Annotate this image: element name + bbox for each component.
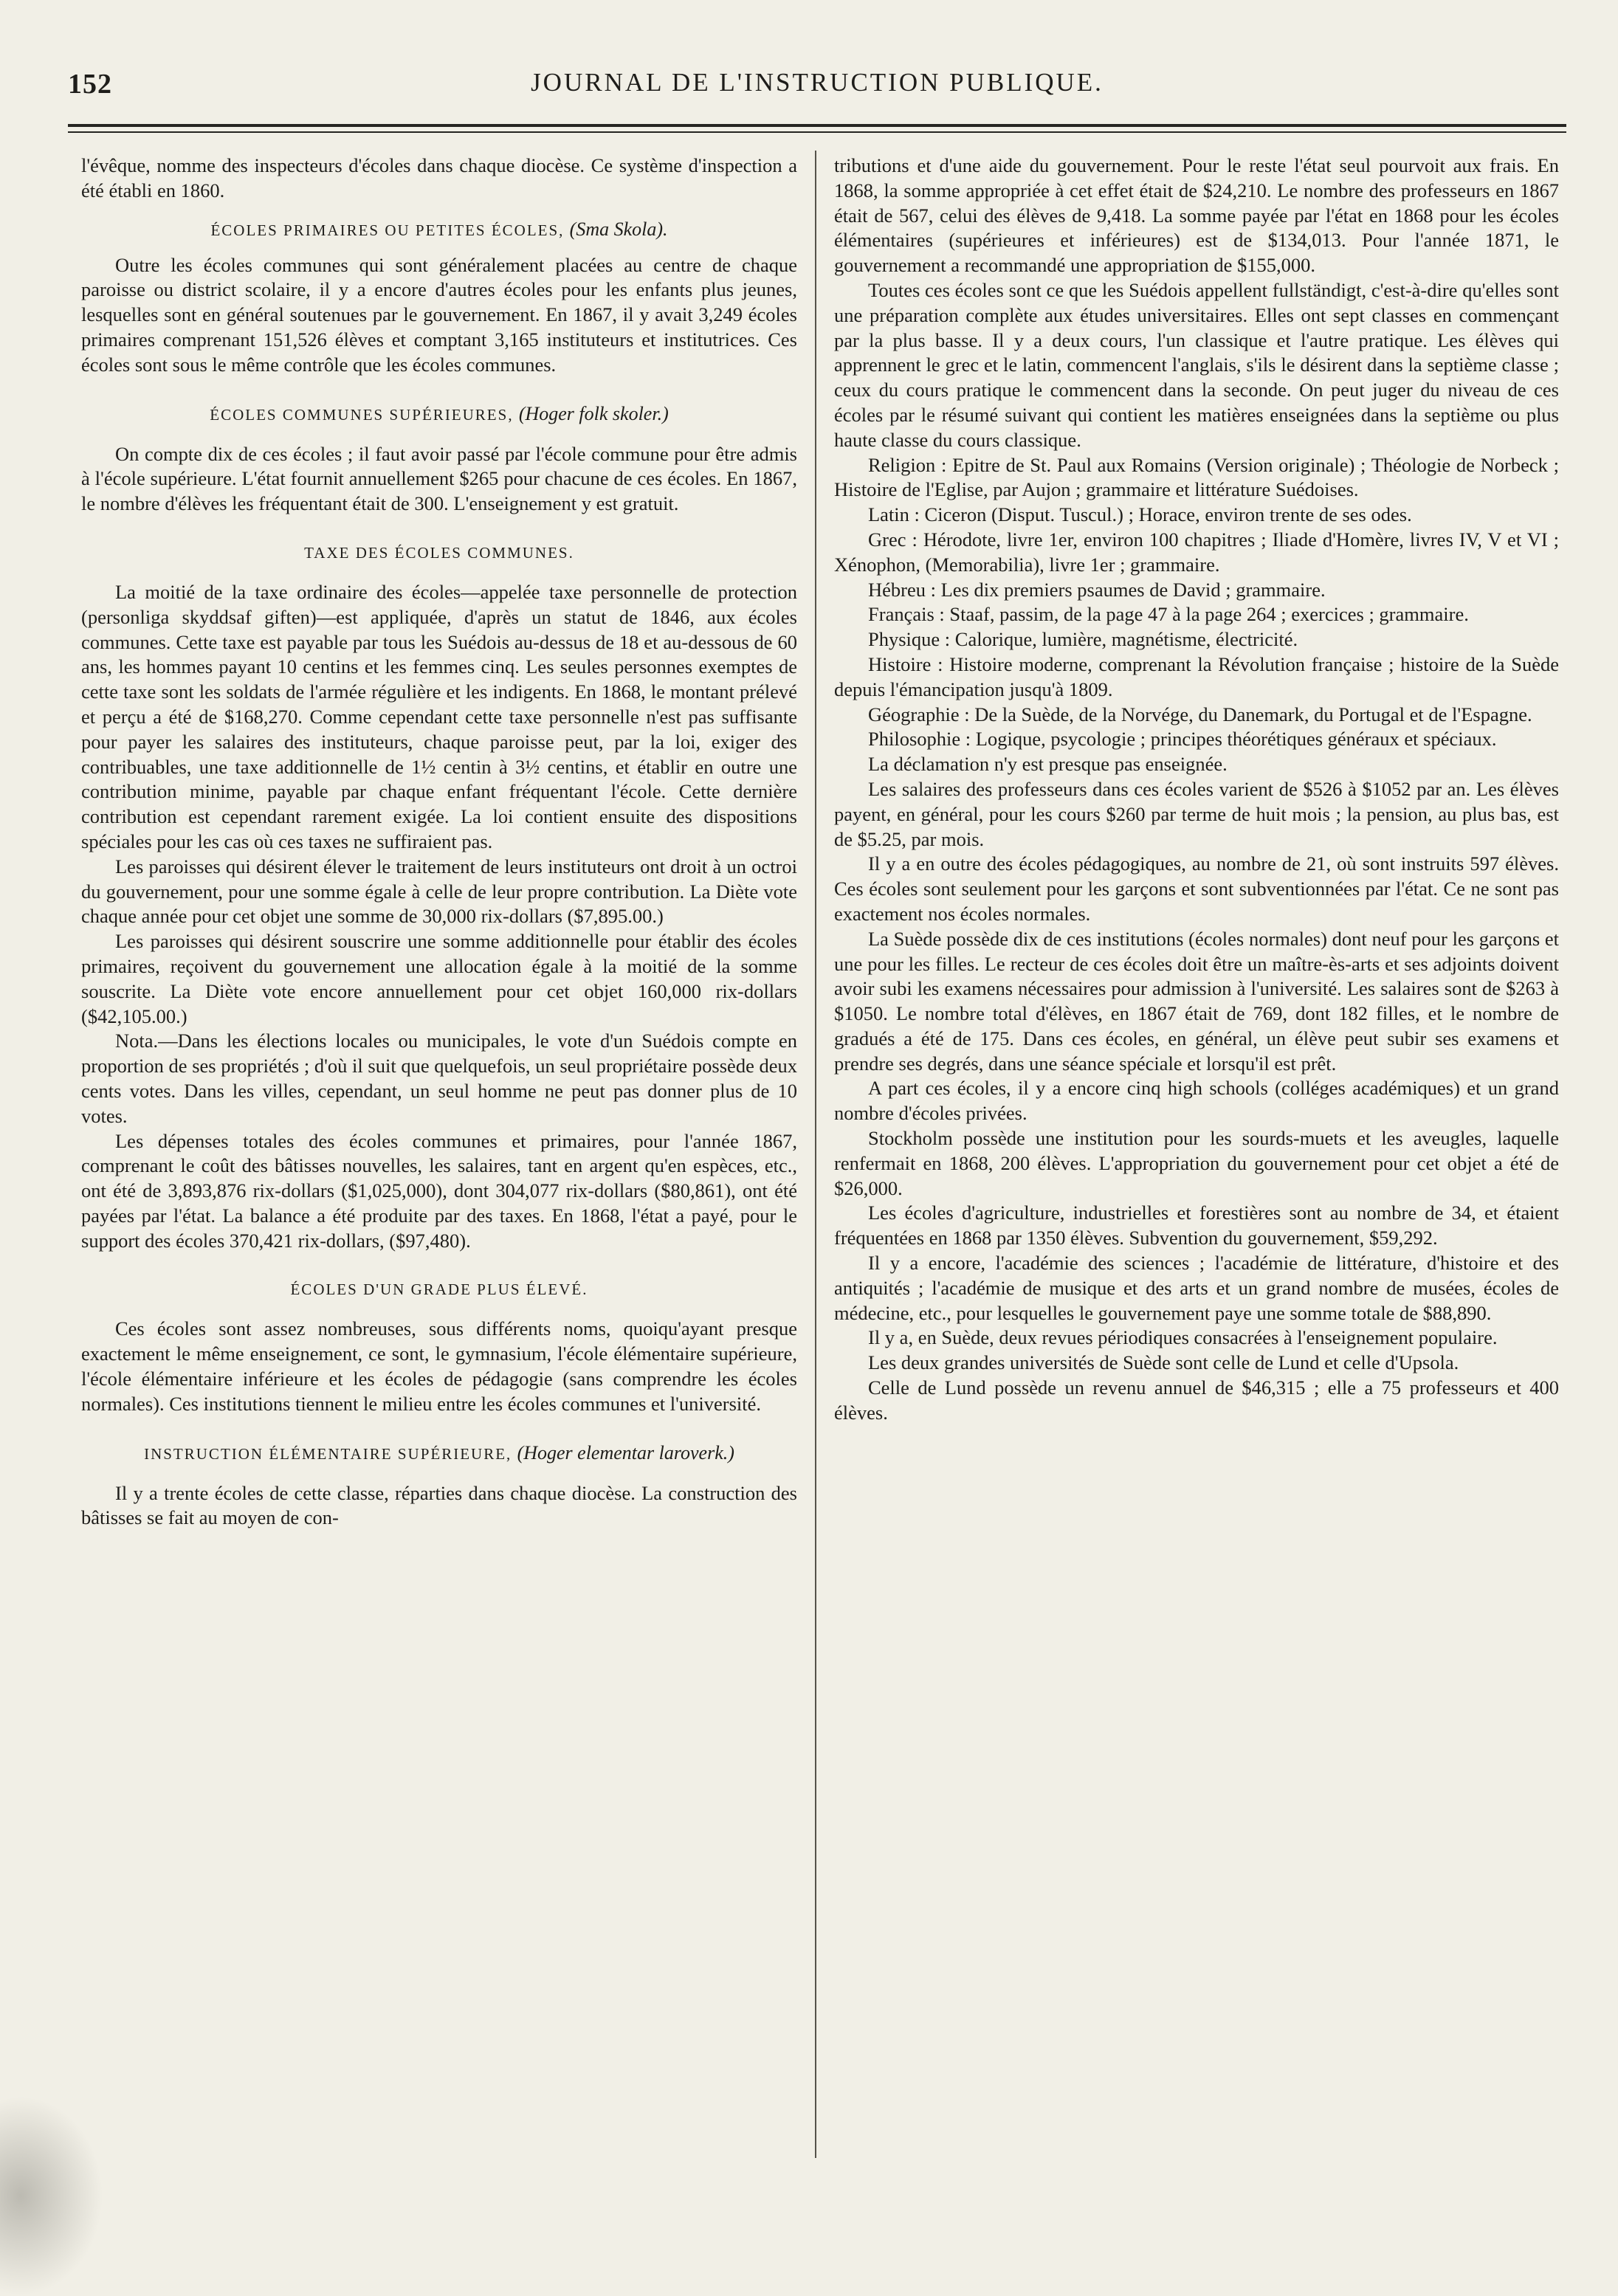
paragraph: Celle de Lund possède un revenu annuel de $46,315 ; elle a 75 professeurs et 400 élèves. <box>834 1376 1559 1424</box>
paragraph: Stockholm possède une institution pour les sourds-muets et les aveugles, laquelle renfermait en 1868, 200 élèves. L'appropriation du gouvernement pour cet objet a été de $26,000. <box>834 1127 1559 1199</box>
paragraph: La déclamation n'y est presque pas enseignée. <box>868 753 1228 776</box>
heading-title: ÉCOLES COMMUNES SUPÉRIEURES, <box>210 405 514 424</box>
paragraph: Les paroisses qui désirent élever le traitement de leurs instituteurs ont droit à un octroi du gouvernement, pour une somme égale à celle de leur propre contribution. La Diète vote chaque année pour cet objet une somme de 30,000 rix-dollars ($7,895.00.) <box>81 855 797 928</box>
header-rule-thick <box>68 124 1566 127</box>
curriculum-item-hebreu: Hébreu : Les dix premiers psaumes de David ; grammaire. <box>868 578 1326 601</box>
paragraph: Il y a, en Suède, deux revues périodiques consacrées à l'enseignement populaire. <box>868 1326 1498 1349</box>
right-column <box>834 154 1559 1426</box>
paragraph: Les paroisses qui désirent souscrire une somme additionnelle pour établir des écoles primaires, reçoivent du gouvernement une allocation égale à la moitié de la somme souscrite. La Diète vote encore annuellement pour cet objet 160,000 rix-dollars ($42,105.00.) <box>81 930 797 1027</box>
paragraph: Nota.—Dans les élections locales ou municipales, le vote d'un Suédois compte en proportion de ses propriétés ; d'où il suit que quelquefois, un seul propriétaire possède deux cents votes. Dans les villes, cependant, un seul homme ne peut pas donner plus de 10 votes. <box>81 1030 797 1127</box>
paragraph: Les dépenses totales des écoles communes et primaires, pour l'année 1867, comprenant le coût des bâtisses nouvelles, les salaires, tant en argent qu'en espèces, etc., ont été de 3,893,876 rix-dollars ($1,025,000), dont 304,077 rix-dollars ($80,861), ont été payées par l'état. La balance a été produite par des taxes. En 1868, l'état a payé, pour le support des écoles 370,421 rix-dollars, ($97,480). <box>81 1129 797 1252</box>
curriculum-item-physique: Physique : Calorique, lumière, magnétisme, électricité. <box>868 628 1298 651</box>
heading-title: INSTRUCTION ÉLÉMENTAIRE SUPÉRIEURE, <box>144 1444 512 1463</box>
paragraph: tributions et d'une aide du gouvernement. Pour le reste l'état seul pourvoit aux frais. En 1868, la somme appropriée à cet effet était de $24,210. Le nombre des professeurs en 1867 était de 567, celui des élèves de 9,418. La somme payée par l'état en 1868 pour les écoles élémentaires (supérieures et inférieures) est de $134,013. Pour l'année 1871, le gouvernement a recommandé une appropriation de $155,000. <box>834 154 1559 277</box>
paragraph: l'évêque, nomme des inspecteurs d'écoles dans chaque diocèse. Ce système d'inspection a été établi en 1860. <box>81 154 797 201</box>
section-heading-taxe <box>81 542 797 564</box>
heading-title: TAXE DES ÉCOLES COMMUNES. <box>304 543 574 562</box>
paragraph: Les salaires des professeurs dans ces écoles varient de $526 à $1052 par an. Les élèves payent, en général, pour les cours $260 par terme de huit mois ; la pension, au plus bas, est de $5.25, par mois. <box>834 777 1559 850</box>
heading-latin-name: (Sma Skola). <box>569 218 668 240</box>
paragraph: Il y a trente écoles de cette classe, réparties dans chaque diocèse. La construction des bâtisses se fait au moyen de con- <box>81 1481 797 1529</box>
section-heading-superieures <box>81 403 797 426</box>
journal-title: JOURNAL DE L'INSTRUCTION PUBLIQUE. <box>531 68 1104 97</box>
header-rule-thin <box>68 131 1566 133</box>
paragraph: A part ces écoles, il y a encore cinq high schools (colléges académiques) et un grand nombre d'écoles privées. <box>834 1077 1559 1125</box>
paragraph: Les écoles d'agriculture, industrielles et forestières sont au nombre de 34, et étaient fréquentées en 1868 par 1350 élèves. Subvention du gouvernement, $59,292. <box>834 1202 1559 1249</box>
curriculum-item-grec: Grec : Hérodote, livre 1er, environ 100 chapitres ; Iliade d'Homère, livres IV, V et VI ; Xénophon, (Memorabilia), livre 1er ; grammaire. <box>834 528 1559 576</box>
section-heading-primaires <box>81 218 797 241</box>
heading-latin-name: (Hoger folk skoler.) <box>518 402 669 424</box>
page-number: 152 <box>68 69 112 100</box>
paragraph: Il y a encore, l'académie des sciences ; l'académie de littérature, d'histoire et des antiquités ; l'académie de musique et des arts et un grand nombre de musées, écoles de médecine, etc., pour lesquelles le gouvernement paye une somme totale de $88,890. <box>834 1252 1559 1324</box>
paragraph: Il y a en outre des écoles pédagogiques, au nombre de 21, où sont instruits 597 élèves. Ces écoles sont seulement pour les garçons et sont subventionnées par l'état. Ce ne sont pas exactement nos écoles normales. <box>834 852 1559 925</box>
heading-title: ÉCOLES PRIMAIRES OU PETITES ÉCOLES, <box>210 221 565 239</box>
paper-smudge <box>0 2096 103 2296</box>
paragraph: La Suède possède dix de ces institutions (écoles normales) dont neuf pour les garçons et une pour les filles. Le recteur de ces écoles doit être un maître-ès-arts et ses adjoints doivent avoir subi les examens nécessaires pour admission à l'université. Les salaires sont de $263 à $1050. Le nombre total d'élèves, en 1867 était de 769, dont 182 filles, et le nombre de gradués a été de 175. Dans ces écoles, en général, un élève peut subir ses examens et prendre ses degrés, dans une séance spéciale et lorsqu'il est prêt. <box>834 927 1559 1075</box>
paragraph: Ces écoles sont assez nombreuses, sous différents noms, quoiqu'ayant presque exactement le même enseignement, ce sont, le gymnasium, l'école élémentaire supérieure, l'école élémentaire inférieure et les écoles de pédagogie (sans comprendre les écoles normales). Ces institutions tiennent le milieu entre les écoles communes et l'université. <box>81 1317 797 1415</box>
section-heading-instruction <box>81 1442 797 1465</box>
column-divider <box>815 151 816 2158</box>
paragraph: La moitié de la taxe ordinaire des écoles—appelée taxe personnelle de protection (personliga skyddsaf giften)—est appliquée, d'après un statut de 1846, aux écoles communes. Cette taxe est payable par tous les Suédois au-dessus de 18 et au-dessous de 60 ans, les hommes payant 10 centins et les femmes cinq. Les seules personnes exemptes de cette taxe sont les soldats de l'armée régulière et les indigents. En 1868, le montant prélevé et perçu a été de $168,270. Comme cependant cette taxe personnelle n'est pas suffisante pour payer les salaires des instituteurs, chaque paroisse peut, par la loi, exiger des contribuables, une taxe additionnelle de 1½ centin à 3½ centins, et établir en outre une contribution minime, payable par chaque enfant fréquentant l'école. Cette dernière contribution est cependant rarement exigée. La loi contient ensuite des dispositions spéciales pour les cas où ces taxes ne suffiraient pas. <box>81 580 797 852</box>
heading-latin-name: (Hoger elementar laroverk.) <box>517 1441 734 1464</box>
curriculum-item-philosophie: Philosophie : Logique, psycologie ; principes théorétiques généraux et spéciaux. <box>868 728 1497 751</box>
running-head <box>68 68 1566 112</box>
curriculum-item-latin: Latin : Ciceron (Disput. Tuscul.) ; Horace, environ trente de ses odes. <box>868 503 1412 526</box>
curriculum-item-religion: Religion : Epitre de St. Paul aux Romains (Version originale) ; Théologie de Norbeck ; Histoire de l'Eglise, par Aujon ; grammaire et littérature Suédoises. <box>834 453 1559 501</box>
curriculum-item-geographie: Géographie : De la Suède, de la Norvége, du Danemark, du Portugal et de l'Espagne. <box>868 703 1532 725</box>
curriculum-item-francais: Français : Staaf, passim, de la page 47 à la page 264 ; exercices ; grammaire. <box>868 603 1469 626</box>
curriculum-item-histoire: Histoire : Histoire moderne, comprenant la Révolution française ; histoire de la Suède depuis l'émancipation jusqu'à 1809. <box>834 652 1559 700</box>
heading-title: ÉCOLES D'UN GRADE PLUS ÉLEVÉ. <box>290 1280 588 1299</box>
left-column <box>81 154 797 1531</box>
paragraph: Toutes ces écoles sont ce que les Suédois appellent fullständigt, c'est-à-dire qu'elles sont une préparation complète aux études universitaires. Elles ont sept classes en commençant par la plus basse. Il y a deux cours, l'un classique et l'autre pratique. Les élèves qui apprennent le grec et le latin, commencent l'anglais, s'ils le désirent dans la septième classe ; ceux du cours pratique le commencent dans la seconde. On peut juger du niveau de ces écoles par le résumé suivant qui contient les matières enseignées dans la septième ou plus haute classe du cours classique. <box>834 278 1559 451</box>
section-heading-grade <box>81 1278 797 1300</box>
paragraph: Outre les écoles communes qui sont généralement placées au centre de chaque paroisse ou district scolaire, il y a encore d'autres écoles pour les enfants plus jeunes, lesquelles sont en général soutenues par le gouvernement. En 1867, il y avait 3,249 écoles primaires comprenant 151,526 élèves et comptant 3,165 instituteurs et institutrices. Ces écoles sont sous le même contrôle que les écoles communes. <box>81 253 797 376</box>
paragraph: Les deux grandes universités de Suède sont celle de Lund et celle d'Upsola. <box>868 1351 1459 1374</box>
paragraph: On compte dix de ces écoles ; il faut avoir passé par l'école commune pour être admis à l'école supérieure. L'état fournit annuellement $265 pour chacune de ces écoles. En 1867, le nombre d'élèves les fréquentant était de 300. L'enseignement y est gratuit. <box>81 442 797 515</box>
